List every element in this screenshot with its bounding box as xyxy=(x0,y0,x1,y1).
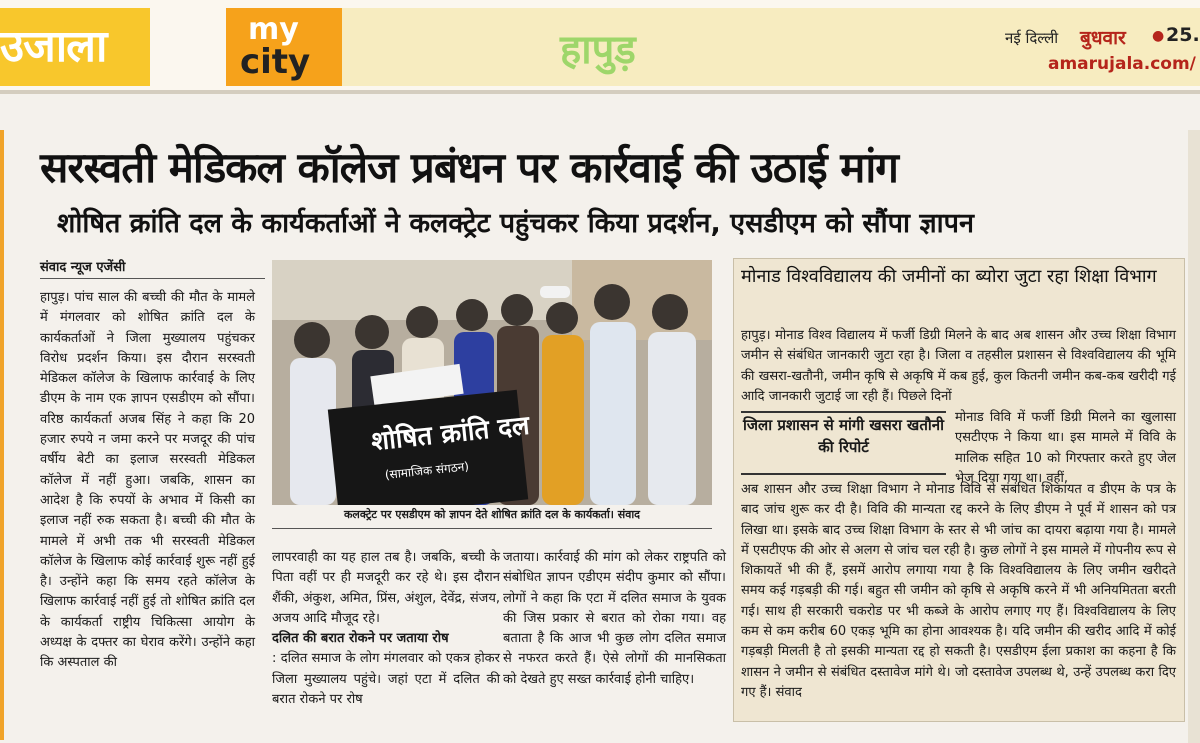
sidebar-text-1: हापुड़। मोनाड विश्व विद्यालय में फर्जी डिग्री मिलने के बाद अब शासन और उच्च शिक्षा विभाग जमीन से संबंधित जानकारी जुटा रहा है। जिला व तहसील प्रशासन से विश्वविद्यालय की भूमि की खसरा-खतौनी, जमीन कृषि से अकृषि में कब हुई, कुल कितनी जमीन कब-कब खरीदी गई आदि जानकारी जुटाई जा रही हैं। पिछले दिनों xyxy=(741,328,1176,404)
weekday: बुधवार xyxy=(1080,27,1126,49)
bullet-dot-icon: ● xyxy=(1152,28,1165,44)
byline: संवाद न्यूज एजेंसी xyxy=(40,260,126,275)
photo-caption: कलक्ट्रेट पर एसडीएम को ज्ञापन देते शोषित क्रांति दल के कार्यकर्ता। संवाद xyxy=(343,508,641,521)
masthead-rule xyxy=(0,90,1200,94)
col2-text-a: लापरवाही का यह हाल तब है। जबकि, बच्ची के पिता वहीं पर ही मजदूरी कर रहे थे। इस दौरान शैंकी, अंकुश, अमित, प्रिंस, अंशुल, देवेंद्र, संजय, अजय आदि मौजूद रहे। xyxy=(272,550,500,626)
story-column-1: हापुड़। पांच साल की बच्ची की मौत के मामले में मंगलवार को शोषित क्रांति दल के कार्यकर्ताओं ने जिला मुख्यालय पहुंचकर विरोध प्रदर्शन किया। इस दौरान सरस्वती मेडिकल कॉलेज के खिलाफ कार्रवाई के लिए डीएम के नाम एक ज्ञापन एसडीएम को सौंपा। वरिष्ठ कार्यकर्ता अजब सिंह ने कहा कि 20 हजार रुपये न जमा करने पर मजदूर की पांच वर्षीय बेटी का इलाज सरस्वती मेडिकल कॉलेज में नहीं हुआ। जबकि, शासन का आदेश है कि रुपयों के अभाव में किसी का इलाज नहीं रुक सकता है। बच्ची की मौत के मामले में अभी तक भी सरस्वती मेडिकल कॉलेज के खिलाफ कोई कार्रवाई शुरू नहीं हुई है। उन्होंने कहा कि समय रहते कॉलेज के खिलाफ कार्रवाई नहीं हुई तो शोषित क्रांति दल के कार्यकर्ता राष्ट्रीय चिकित्सा आयोग के अध्यक्ष के दफ्तर का घेराव करेंगे। उन्होंने कहा कि अस्पताल की xyxy=(40,290,255,671)
edition-band xyxy=(342,8,1200,86)
left-margin xyxy=(0,130,4,740)
dateline: नई दिल्ली xyxy=(1005,29,1059,47)
news-photo xyxy=(272,260,712,505)
brand-city: city xyxy=(240,42,311,82)
edition-name: हापुड़ xyxy=(560,27,636,73)
banner-subtext: (सामाजिक संगठन) xyxy=(384,459,470,483)
right-margin xyxy=(1188,130,1200,743)
newspaper-logo: उजाला xyxy=(0,21,107,72)
sidebar-inset-heading: जिला प्रशासन से मांगी खसरा खतौनी की रिपोर्ट xyxy=(743,416,944,456)
brand-my: my xyxy=(248,12,299,47)
page-title: सरस्वती मेडिकल कॉलेज प्रबंधन पर कार्रवाई की उठाई मांग xyxy=(40,143,898,192)
col2-subheading: दलित की बरात रोकने पर जताया रोष xyxy=(272,631,449,647)
byline-rule xyxy=(40,278,265,279)
sidebar-title: मोनाड विश्वविद्यालय की जमीनों का ब्योरा जुटा रहा शिक्षा विभाग xyxy=(741,266,1157,287)
protest-photo-illustration xyxy=(272,260,712,505)
sidebar-text-3: अब शासन और उच्च शिक्षा विभाग ने मोनाड विवि से संबंधित शिकायत व डीएम के पत्र के बाद जांच शुरू कर दी है। विवि की मान्यता रद्द करने के लिए डीएम ने पूर्व में शासन को पत्र लिखा था। इसके बाद उच्च शिक्षा विभाग के स्तर से भी जांच का दायरा बढ़ाया गया है। मामले में एसटीएफ की ओर से अलग से जांच चल रही है। कुछ लोगों ने इस मामले में गोपनीय रूप से शिकायतें भी की हैं, इसमें आरोप लगाया गया है कि विश्वविद्यालय के लिए जमीन खरीदते समय कई गड़बड़ी की गई। बहुत सी जमीन को कृषि से अकृषि करने में भी अनियमितता बरती गई। साथ ही सरकारी चकरोड पर भी कब्जे के आरोप लगाए गए हैं। विश्वविद्यालय के लिए कम से कम करीब 60 एकड़ भूमि का होना आवश्यक है। यदि जमीन की खरीद आदि में कोई गड़बड़ी मिलती है तो इसकी मान्यता रद्द हो सकती है। एसडीएम ईला प्रकाश का कहना है कि शासन ने जमीन से संबंधित दस्तावेज मांगे थे। जो दस्तावेज उपलब्ध थे, उन्हें उपलब्ध करा दिए गए हैं। संवाद xyxy=(741,482,1176,700)
website: amarujala.com/ xyxy=(1048,54,1196,74)
sub-headline: शोषित क्रांति दल के कार्यकर्ताओं ने कलक्ट्रेट पहुंचकर किया प्रदर्शन, एसडीएम को सौंपा ज्ञापन xyxy=(57,208,974,239)
caption-rule xyxy=(272,528,712,529)
banner-text: शोषित क्रांति दल xyxy=(369,410,531,458)
col2-text-b: : दलित समाज के लोग मंगलवार को एकत्र होकर जिला मुख्यालय पहुंचे। जहां एटा में दलित की बरात रोकने पर रोष xyxy=(272,651,500,708)
sidebar-text-2: मोनाड विवि में फर्जी डिग्री मिलने का खुलासा एसटीएफ ने किया था। इस मामले में विवि के मालिक सहित 10 को गिरफ्तार करते हुए जेल भेज दिया गया था। वहीं, xyxy=(955,410,1176,486)
story-column-2 xyxy=(272,548,500,710)
story-column-3: जताया। कार्रवाई की मांग को लेकर राष्ट्रपति को संबोधित ज्ञापन एडीएम संदीप कुमार को सौंपा। लोगों ने कहा कि एटा में दलित समाज के युवक की जिस प्रकार से बरात को रोका गया। वह बताता है कि आज भी कुछ लोग दलित समाज से नफरत करते हैं। ऐसे लोगों की मानसिकता को देखते हुए सख्त कार्रवाई होनी चाहिए। xyxy=(503,550,726,687)
date: 25. xyxy=(1166,24,1200,46)
